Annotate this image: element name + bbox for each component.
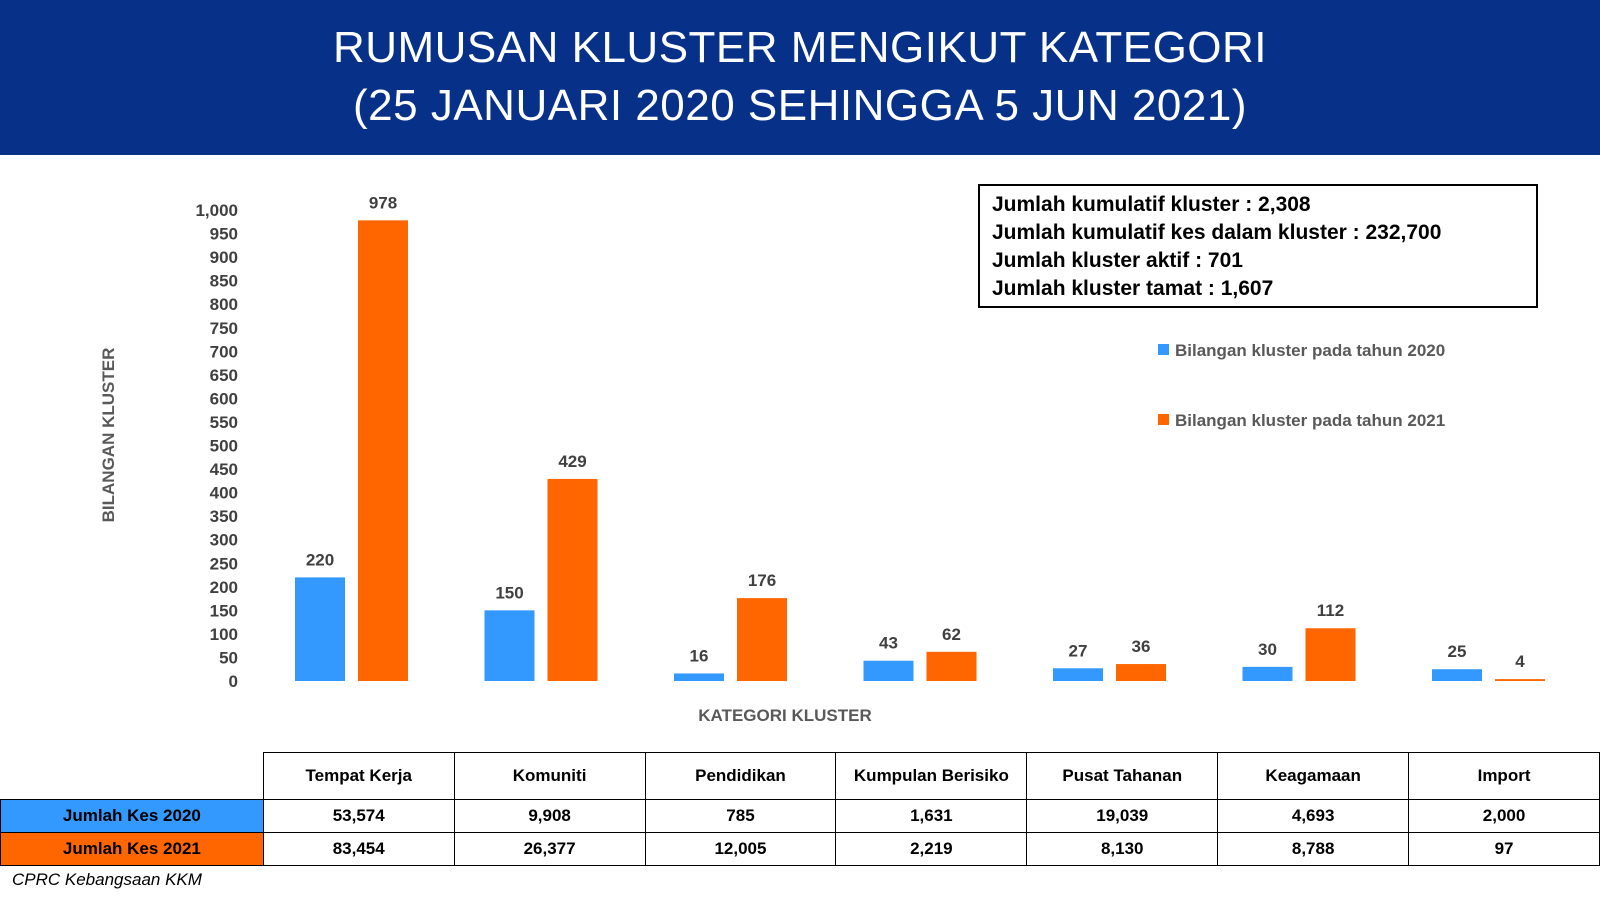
cases-cell: 97 — [1409, 833, 1600, 866]
bar-2021-keagamaan — [1306, 628, 1356, 681]
bar-2021-kumpulan-berisiko — [927, 652, 977, 681]
bar-2020-pendidikan — [674, 673, 724, 681]
cases-cell: 8,130 — [1027, 833, 1218, 866]
cases-cell: 2,000 — [1409, 800, 1600, 833]
data-label: 16 — [689, 646, 709, 666]
legend-swatch-2021 — [1158, 414, 1169, 425]
y-tick-label: 150 — [209, 601, 238, 621]
y-tick-label: 450 — [209, 460, 238, 480]
cases-header-cell: Keagamaan — [1218, 753, 1409, 800]
data-label: 429 — [558, 451, 587, 471]
x-axis-title: KATEGORI KLUSTER — [698, 706, 872, 725]
y-tick-label: 800 — [209, 295, 238, 315]
y-tick-label: 500 — [209, 436, 238, 456]
header-banner — [0, 0, 1600, 155]
bar-2021-pusat-tahanan — [1116, 664, 1166, 681]
y-tick-label: 550 — [209, 412, 238, 432]
cases-cell: 83,454 — [263, 833, 454, 866]
legend-swatch-2020 — [1158, 344, 1169, 355]
data-label: 112 — [1316, 601, 1345, 621]
y-tick-label: 600 — [209, 389, 238, 409]
y-tick-label: 300 — [209, 530, 238, 550]
legend-label-2021: Bilangan kluster pada tahun 2021 — [1175, 411, 1446, 430]
bar-2020-keagamaan — [1243, 667, 1293, 681]
source-note: CPRC Kebangsaan KKM — [12, 870, 202, 889]
y-tick-label: 900 — [209, 248, 238, 268]
y-tick-label: 200 — [209, 577, 238, 597]
cases-header-cell: Komuniti — [454, 753, 645, 800]
cases-header-cell: Pusat Tahanan — [1027, 753, 1218, 800]
cases-cell: 8,788 — [1218, 833, 1409, 866]
cases-cell: 2,219 — [836, 833, 1027, 866]
bar-2020-import — [1432, 669, 1482, 681]
cases-cell: 26,377 — [454, 833, 645, 866]
bar-2020-tempat-kerja — [295, 577, 345, 681]
cases-row-label: Jumlah Kes 2020 — [1, 800, 264, 833]
y-tick-label: 0 — [228, 672, 238, 691]
page-title-line1: RUMUSAN KLUSTER MENGIKUT KATEGORI — [332, 23, 1268, 72]
cases-cell: 4,693 — [1218, 800, 1409, 833]
bar-2020-komuniti — [485, 610, 535, 681]
y-tick-label: 250 — [209, 554, 238, 574]
cases-header-cell: Pendidikan — [645, 753, 836, 800]
cases-cell: 19,039 — [1027, 800, 1218, 833]
y-tick-label: 350 — [209, 507, 238, 527]
bar-2021-tempat-kerja — [358, 220, 408, 681]
cases-table-corner — [1, 753, 264, 800]
cases-header-cell: Import — [1409, 753, 1600, 800]
summary-ended-clusters: Jumlah kluster tamat : 1,607 — [992, 277, 1274, 300]
cases-cell: 9,908 — [454, 800, 645, 833]
page-title-line2: (25 JANUARI 2020 SEHINGGA 5 JUN 2021) — [353, 81, 1247, 130]
y-tick-label: 650 — [209, 365, 238, 385]
bar-2021-komuniti — [548, 479, 598, 681]
cases-cell: 53,574 — [263, 800, 454, 833]
cases-header-cell: Tempat Kerja — [263, 753, 454, 800]
bar-2021-import — [1495, 679, 1545, 681]
bar-2020-kumpulan-berisiko — [864, 661, 914, 681]
y-axis-title: BILANGAN KLUSTER — [99, 347, 118, 523]
summary-active-clusters: Jumlah kluster aktif : 701 — [992, 249, 1243, 272]
cases-cell: 12,005 — [645, 833, 836, 866]
bar-2020-pusat-tahanan — [1053, 668, 1103, 681]
cases-header-cell: Kumpulan Berisiko — [836, 753, 1027, 800]
data-label: 978 — [368, 193, 398, 213]
legend — [1158, 341, 1445, 430]
data-label: 36 — [1131, 637, 1151, 657]
data-label: 27 — [1068, 641, 1088, 661]
data-label: 62 — [942, 624, 961, 644]
data-label: 43 — [879, 633, 898, 653]
data-label: 220 — [305, 550, 335, 570]
data-label: 4 — [1515, 652, 1525, 672]
data-label: 25 — [1447, 642, 1467, 662]
y-tick-label: 1,000 — [195, 201, 238, 220]
summary-box — [978, 184, 1538, 308]
cases-table-header-row — [1, 753, 1600, 800]
data-label: 176 — [747, 571, 777, 591]
y-tick-label: 100 — [209, 624, 238, 644]
cases-row-2021 — [1, 833, 1600, 866]
summary-total-cases: Jumlah kumulatif kes dalam kluster : 232,700 — [992, 221, 1442, 244]
cases-table — [0, 752, 1600, 866]
data-label: 30 — [1258, 639, 1277, 659]
data-label: 150 — [495, 583, 524, 603]
y-tick-label: 750 — [209, 318, 238, 338]
bar-2021-pendidikan — [737, 598, 787, 681]
summary-total-clusters: Jumlah kumulatif kluster : 2,308 — [992, 193, 1311, 216]
y-tick-label: 950 — [209, 224, 238, 244]
y-tick-label: 850 — [209, 271, 238, 291]
cases-row-label: Jumlah Kes 2021 — [1, 833, 264, 866]
y-axis-ticks — [195, 201, 238, 691]
y-tick-label: 700 — [209, 342, 238, 362]
legend-label-2020: Bilangan kluster pada tahun 2020 — [1175, 341, 1446, 360]
cases-cell: 1,631 — [836, 800, 1027, 833]
y-tick-label: 400 — [209, 483, 238, 503]
cases-row-2020 — [1, 800, 1600, 833]
y-tick-label: 50 — [219, 648, 238, 668]
cases-cell: 785 — [645, 800, 836, 833]
